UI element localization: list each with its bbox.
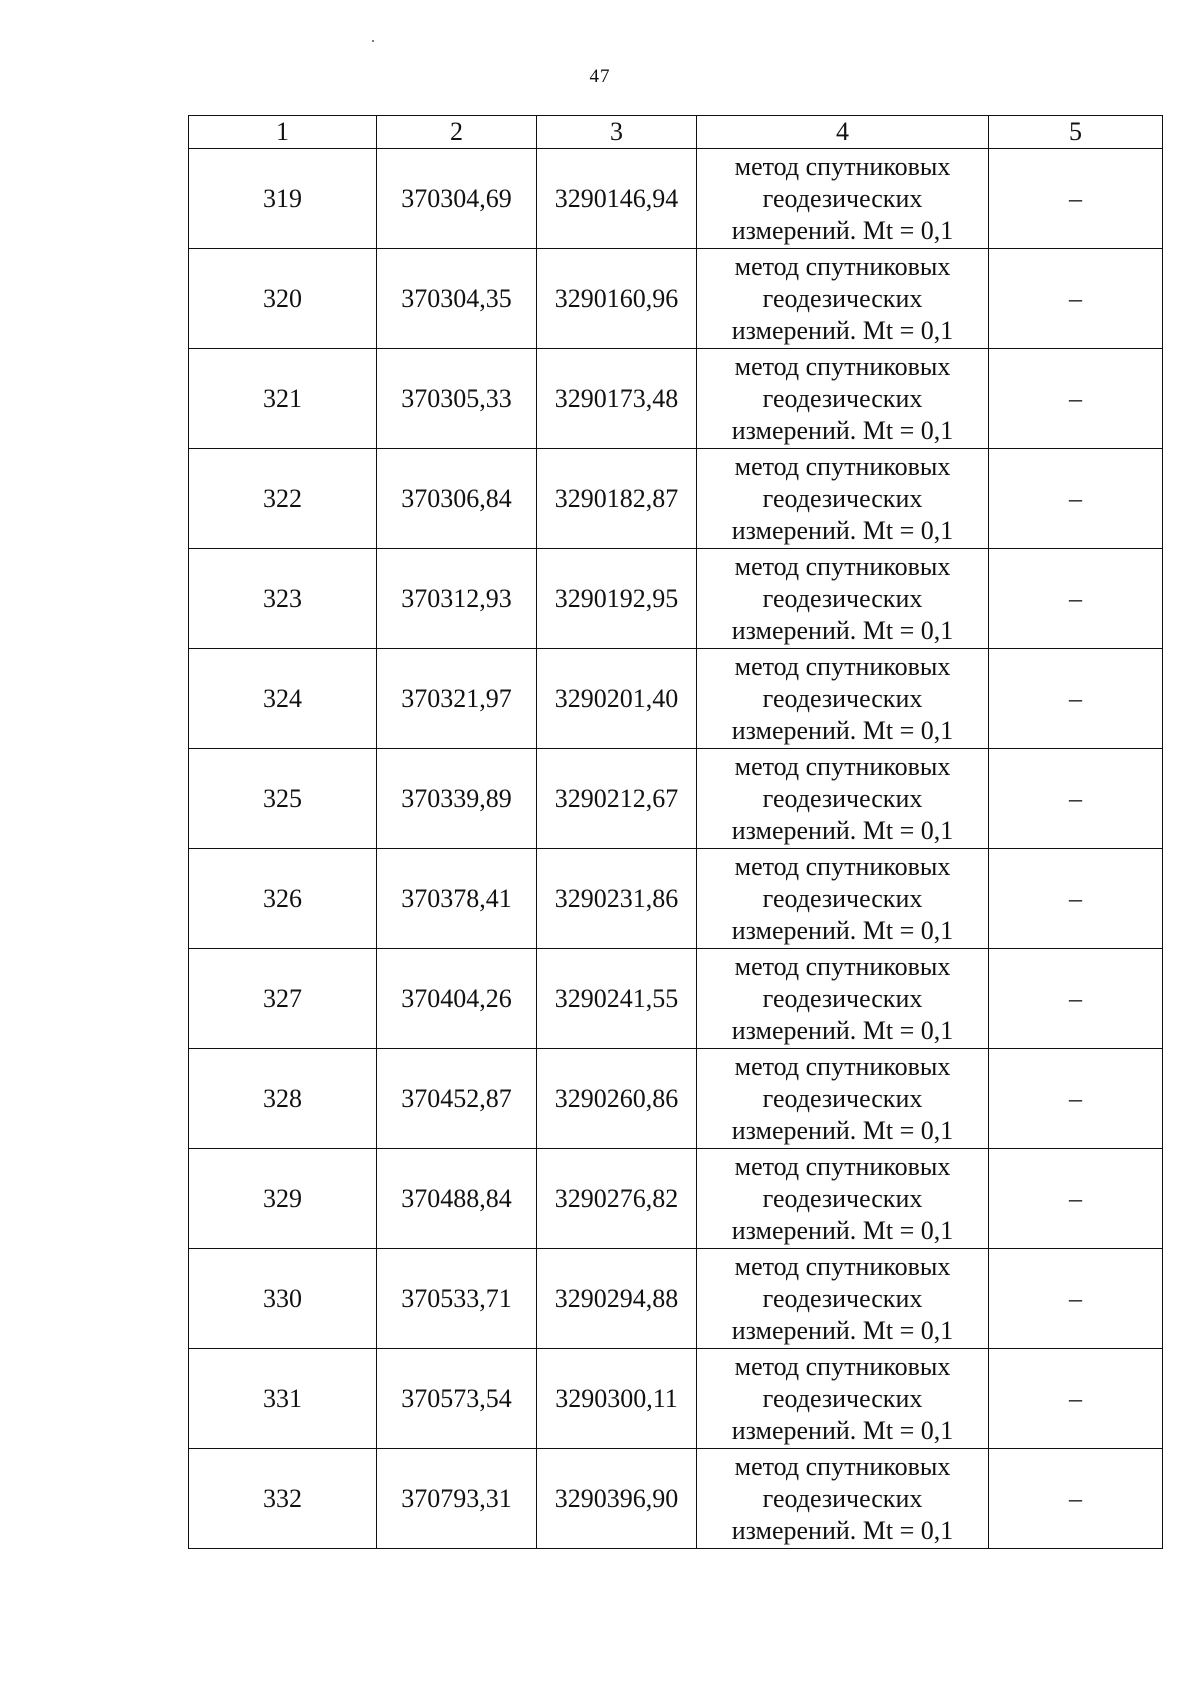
y-coordinate-cell: 3290201,40 bbox=[537, 649, 697, 749]
method-line: геодезических bbox=[762, 1083, 923, 1113]
y-coordinate-cell: 3290146,94 bbox=[537, 149, 697, 249]
table-row bbox=[189, 249, 1163, 349]
column-5-cell: – bbox=[989, 349, 1163, 449]
method-line: измерений. Mt = 0,1 bbox=[731, 315, 954, 345]
method-line: геодезических bbox=[762, 1383, 923, 1413]
method-line: измерений. Mt = 0,1 bbox=[731, 1315, 954, 1345]
x-coordinate-cell: 370404,26 bbox=[377, 949, 537, 1049]
method-cell bbox=[697, 249, 989, 349]
point-number-cell: 323 bbox=[189, 549, 377, 649]
table-row bbox=[189, 149, 1163, 249]
point-number-cell: 331 bbox=[189, 1349, 377, 1449]
point-number-cell: 330 bbox=[189, 1249, 377, 1349]
method-cell bbox=[697, 149, 989, 249]
method-line: метод спутниковых bbox=[734, 1451, 951, 1481]
table-row bbox=[189, 1249, 1163, 1349]
column-header-1: 1 bbox=[189, 116, 377, 149]
method-line: геодезических bbox=[762, 1183, 923, 1213]
column-5-cell: – bbox=[989, 1049, 1163, 1149]
y-coordinate-cell: 3290231,86 bbox=[537, 849, 697, 949]
column-5-cell: – bbox=[989, 1149, 1163, 1249]
column-header-5: 5 bbox=[989, 116, 1163, 149]
method-line: измерений. Mt = 0,1 bbox=[731, 915, 954, 945]
y-coordinate-cell: 3290260,86 bbox=[537, 1049, 697, 1149]
method-line: метод спутниковых bbox=[734, 951, 951, 981]
point-number-cell: 327 bbox=[189, 949, 377, 1049]
table-row bbox=[189, 949, 1163, 1049]
y-coordinate-cell: 3290276,82 bbox=[537, 1149, 697, 1249]
method-line: метод спутниковых bbox=[734, 651, 951, 681]
table-body bbox=[189, 149, 1163, 1549]
point-number-cell: 324 bbox=[189, 649, 377, 749]
table-row bbox=[189, 449, 1163, 549]
scan-speck bbox=[372, 40, 374, 42]
method-line: измерений. Mt = 0,1 bbox=[731, 1415, 954, 1445]
y-coordinate-cell: 3290192,95 bbox=[537, 549, 697, 649]
point-number-cell: 320 bbox=[189, 249, 377, 349]
method-line: измерений. Mt = 0,1 bbox=[731, 615, 954, 645]
y-coordinate-cell: 3290396,90 bbox=[537, 1449, 697, 1549]
method-cell bbox=[697, 1449, 989, 1549]
table-row bbox=[189, 1049, 1163, 1149]
method-line: измерений. Mt = 0,1 bbox=[731, 1515, 954, 1545]
x-coordinate-cell: 370321,97 bbox=[377, 649, 537, 749]
table-header-row bbox=[189, 116, 1163, 149]
column-5-cell: – bbox=[989, 649, 1163, 749]
table-row bbox=[189, 349, 1163, 449]
x-coordinate-cell: 370304,35 bbox=[377, 249, 537, 349]
y-coordinate-cell: 3290294,88 bbox=[537, 1249, 697, 1349]
method-line: измерений. Mt = 0,1 bbox=[731, 1015, 954, 1045]
method-line: измерений. Mt = 0,1 bbox=[731, 515, 954, 545]
method-line: измерений. Mt = 0,1 bbox=[731, 1115, 954, 1145]
method-line: измерений. Mt = 0,1 bbox=[731, 415, 954, 445]
column-header-2: 2 bbox=[377, 116, 537, 149]
method-line: геодезических bbox=[762, 683, 923, 713]
method-line: метод спутниковых bbox=[734, 1251, 951, 1281]
x-coordinate-cell: 370312,93 bbox=[377, 549, 537, 649]
column-5-cell: – bbox=[989, 1349, 1163, 1449]
method-line: измерений. Mt = 0,1 bbox=[731, 815, 954, 845]
column-header-3: 3 bbox=[537, 116, 697, 149]
x-coordinate-cell: 370793,31 bbox=[377, 1449, 537, 1549]
point-number-cell: 332 bbox=[189, 1449, 377, 1549]
point-number-cell: 326 bbox=[189, 849, 377, 949]
method-line: геодезических bbox=[762, 283, 923, 313]
column-5-cell: – bbox=[989, 149, 1163, 249]
method-line: метод спутниковых bbox=[734, 1151, 951, 1181]
y-coordinate-cell: 3290212,67 bbox=[537, 749, 697, 849]
point-number-cell: 319 bbox=[189, 149, 377, 249]
y-coordinate-cell: 3290300,11 bbox=[537, 1349, 697, 1449]
method-line: геодезических bbox=[762, 1283, 923, 1313]
point-number-cell: 321 bbox=[189, 349, 377, 449]
y-coordinate-cell: 3290241,55 bbox=[537, 949, 697, 1049]
table-row bbox=[189, 649, 1163, 749]
method-line: измерений. Mt = 0,1 bbox=[731, 715, 954, 745]
x-coordinate-cell: 370339,89 bbox=[377, 749, 537, 849]
column-5-cell: – bbox=[989, 849, 1163, 949]
x-coordinate-cell: 370573,54 bbox=[377, 1349, 537, 1449]
x-coordinate-cell: 370305,33 bbox=[377, 349, 537, 449]
method-cell bbox=[697, 449, 989, 549]
method-cell bbox=[697, 349, 989, 449]
point-number-cell: 329 bbox=[189, 1149, 377, 1249]
method-cell bbox=[697, 1049, 989, 1149]
method-cell bbox=[697, 649, 989, 749]
coordinates-table bbox=[188, 115, 1163, 1549]
method-cell bbox=[697, 1149, 989, 1249]
method-cell bbox=[697, 549, 989, 649]
method-line: геодезических bbox=[762, 383, 923, 413]
column-5-cell: – bbox=[989, 1249, 1163, 1349]
column-5-cell: – bbox=[989, 449, 1163, 549]
method-line: геодезических bbox=[762, 583, 923, 613]
method-line: метод спутниковых bbox=[734, 551, 951, 581]
column-5-cell: – bbox=[989, 749, 1163, 849]
method-line: метод спутниковых bbox=[734, 451, 951, 481]
method-line: метод спутниковых bbox=[734, 1351, 951, 1381]
x-coordinate-cell: 370306,84 bbox=[377, 449, 537, 549]
table-row bbox=[189, 1149, 1163, 1249]
method-line: геодезических bbox=[762, 883, 923, 913]
table-row bbox=[189, 1449, 1163, 1549]
method-line: измерений. Mt = 0,1 bbox=[731, 215, 954, 245]
method-line: метод спутниковых bbox=[734, 751, 951, 781]
column-5-cell: – bbox=[989, 249, 1163, 349]
x-coordinate-cell: 370488,84 bbox=[377, 1149, 537, 1249]
method-line: геодезических bbox=[762, 983, 923, 1013]
x-coordinate-cell: 370304,69 bbox=[377, 149, 537, 249]
method-line: метод спутниковых bbox=[734, 1051, 951, 1081]
page-number: 47 bbox=[589, 66, 611, 87]
method-cell bbox=[697, 849, 989, 949]
x-coordinate-cell: 370533,71 bbox=[377, 1249, 537, 1349]
column-5-cell: – bbox=[989, 1449, 1163, 1549]
method-cell bbox=[697, 949, 989, 1049]
method-line: метод спутниковых bbox=[734, 151, 951, 181]
y-coordinate-cell: 3290160,96 bbox=[537, 249, 697, 349]
point-number-cell: 328 bbox=[189, 1049, 377, 1149]
table-row bbox=[189, 749, 1163, 849]
method-line: геодезических bbox=[762, 1483, 923, 1513]
column-header-4: 4 bbox=[697, 116, 989, 149]
method-cell bbox=[697, 1349, 989, 1449]
y-coordinate-cell: 3290182,87 bbox=[537, 449, 697, 549]
method-cell bbox=[697, 1249, 989, 1349]
method-line: измерений. Mt = 0,1 bbox=[731, 1215, 954, 1245]
x-coordinate-cell: 370378,41 bbox=[377, 849, 537, 949]
method-cell bbox=[697, 749, 989, 849]
point-number-cell: 325 bbox=[189, 749, 377, 849]
x-coordinate-cell: 370452,87 bbox=[377, 1049, 537, 1149]
point-number-cell: 322 bbox=[189, 449, 377, 549]
method-line: метод спутниковых bbox=[734, 851, 951, 881]
method-line: геодезических bbox=[762, 783, 923, 813]
table-row bbox=[189, 849, 1163, 949]
method-line: метод спутниковых bbox=[734, 251, 951, 281]
method-line: геодезических bbox=[762, 183, 923, 213]
column-5-cell: – bbox=[989, 949, 1163, 1049]
method-line: геодезических bbox=[762, 483, 923, 513]
table-row bbox=[189, 1349, 1163, 1449]
table-row bbox=[189, 549, 1163, 649]
method-line: метод спутниковых bbox=[734, 351, 951, 381]
column-5-cell: – bbox=[989, 549, 1163, 649]
y-coordinate-cell: 3290173,48 bbox=[537, 349, 697, 449]
